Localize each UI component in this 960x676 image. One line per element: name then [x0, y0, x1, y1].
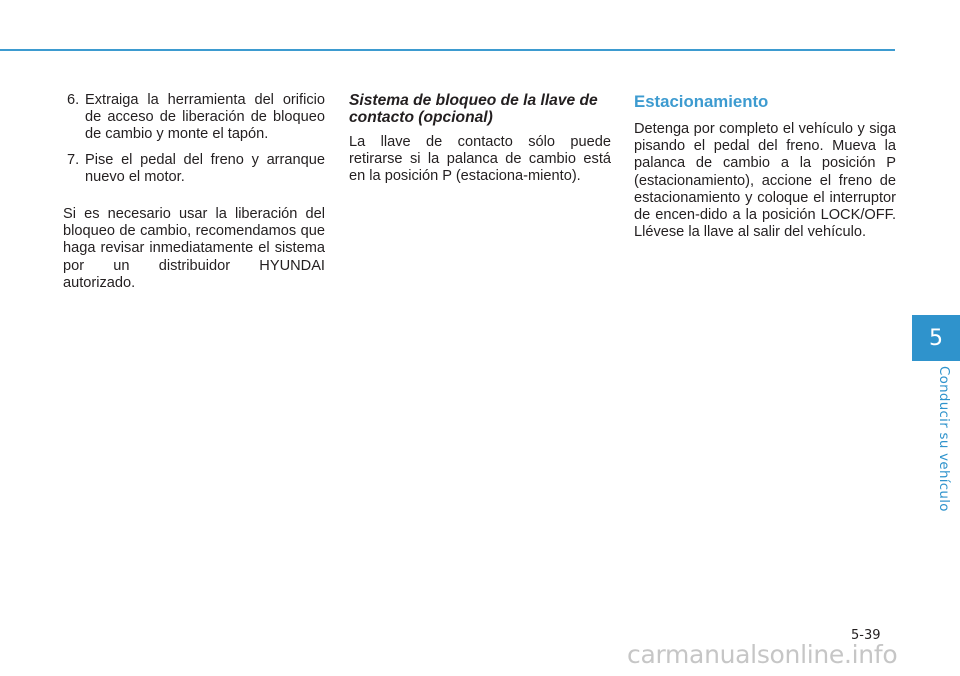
column-left	[63, 92, 325, 292]
body-paragraph: La llave de contacto sólo puede retirarse si la palanca de cambio está en la posición P (estaciona-miento).	[349, 134, 611, 185]
step-item	[63, 152, 325, 186]
watermark-text: carmanualsonline.info	[627, 640, 898, 669]
body-paragraph: Detenga por completo el vehículo y siga pisando el pedal del freno. Mueva la palanca de cambio a la posición P (estacionamiento), accione el freno de estacionamiento y coloque el interruptor de encen-dido a la posición LOCK/OFF. Llévese la llave al salir del vehículo.	[634, 121, 896, 241]
step-number: 6.	[67, 92, 80, 108]
chapter-title: Conducir su vehículo	[936, 366, 951, 512]
step-list	[63, 92, 325, 186]
section-heading: Estacionamiento	[634, 92, 769, 111]
page-number: 5-39	[851, 628, 881, 643]
chapter-tab	[912, 315, 960, 361]
step-item	[63, 92, 325, 144]
column-right	[634, 92, 896, 241]
step-number: 7.	[67, 151, 80, 168]
section-heading: Sistema de bloqueo de la llave de contacto (opcional)	[349, 92, 598, 126]
column-middle	[349, 92, 611, 186]
step-text: Extraiga la herramienta del orificio de acceso de liberación de bloqueo de cambio y monte el tapón.	[85, 92, 325, 143]
body-paragraph: Si es necesario usar la liberación del bloqueo de cambio, recomendamos que haga revisar inmediatamente el sistema por un distribuidor HYUNDAI autorizado.	[63, 206, 325, 291]
chapter-number: 5	[929, 325, 943, 351]
header-rule	[0, 49, 895, 51]
step-text: Pise el pedal del freno y arranque nuevo el motor.	[85, 151, 325, 185]
